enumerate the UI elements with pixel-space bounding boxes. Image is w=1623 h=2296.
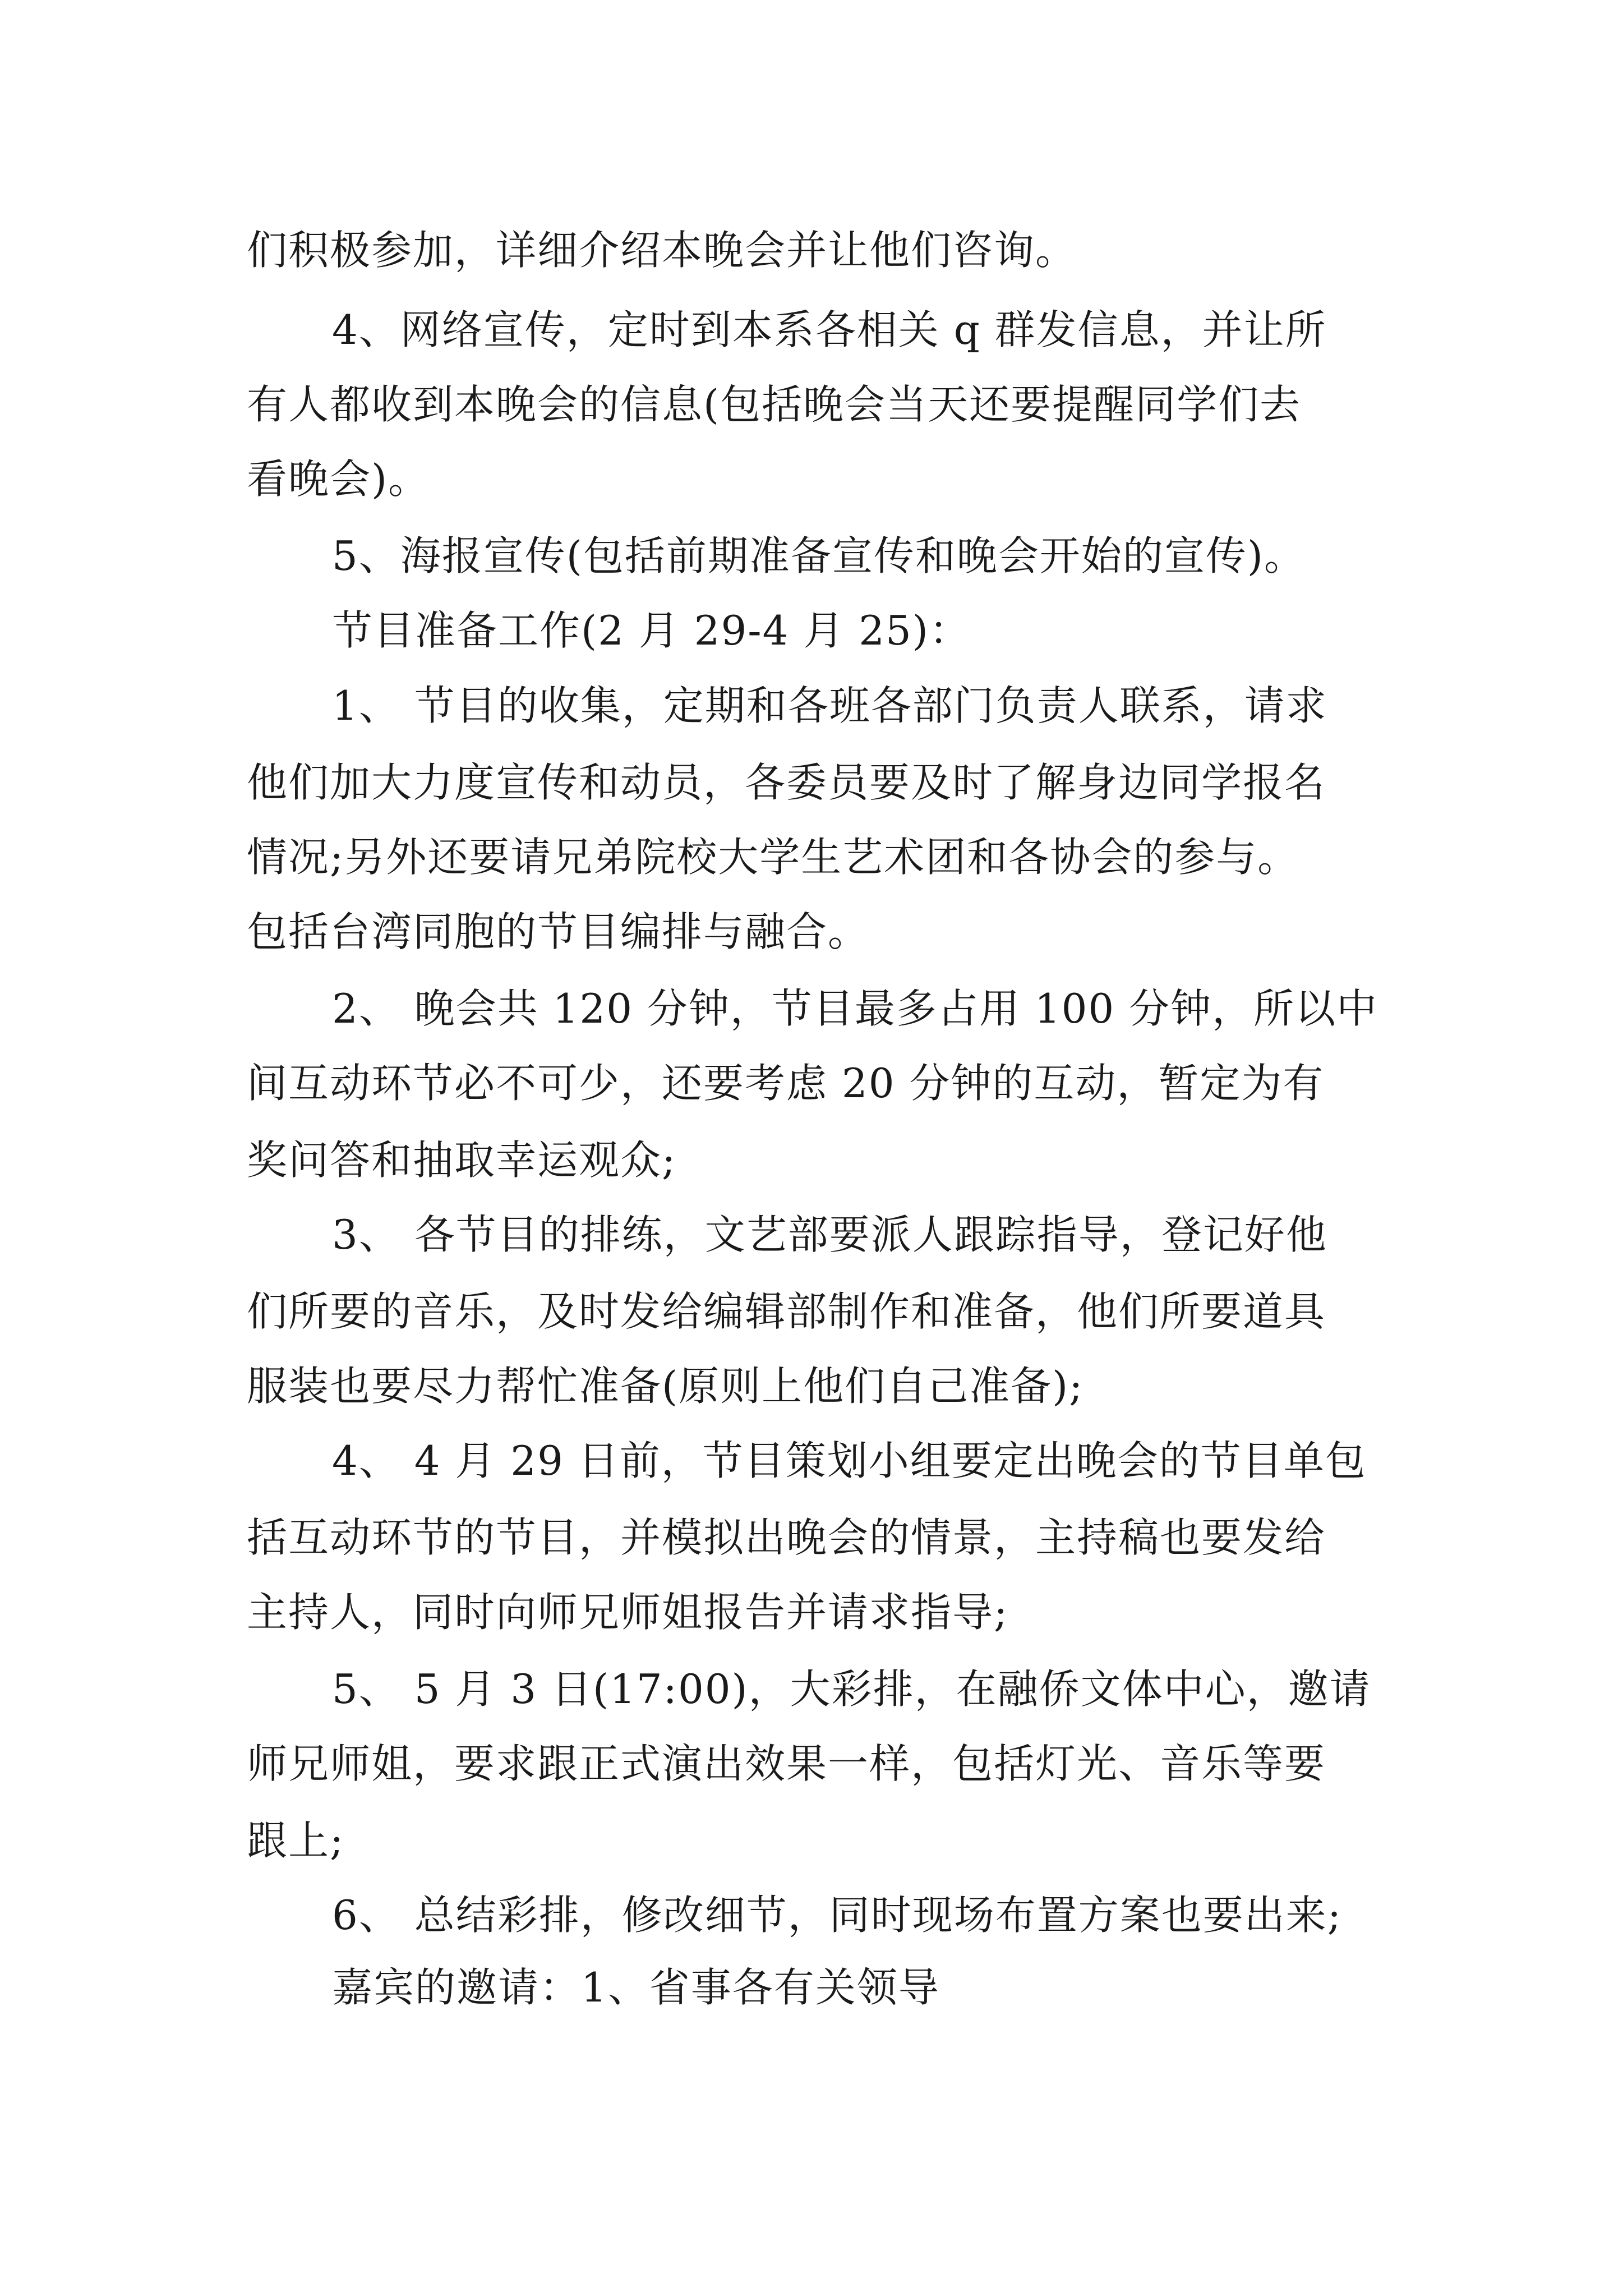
text-line: 师兄师姐，要求跟正式演出效果一样，包括灯光、音乐等要 bbox=[247, 1740, 1326, 1787]
text-line: 4、 4 月 29 日前，节目策划小组要定出晚会的节目单包 bbox=[332, 1437, 1367, 1484]
text-line: 情况;另外还要请兄弟院校大学生艺术团和各协会的参与。 bbox=[247, 834, 1299, 881]
text-line: 5、海报宣传(包括前期准备宣传和晚会开始的宣传)。 bbox=[332, 532, 1306, 579]
text-line: 1、 节目的收集，定期和各班各部门负责人联系，请求 bbox=[332, 682, 1327, 729]
text-line: 主持人，同时向师兄师姐报告并请求指导; bbox=[247, 1589, 1009, 1636]
text-line: 4、网络宣传，定时到本系各相关 q 群发信息，并让所 bbox=[332, 306, 1327, 353]
text-line: 5、 5 月 3 日(17:00)，大彩排，在融侨文体中心，邀请 bbox=[332, 1665, 1371, 1713]
text-line: 间互动环节必不可少，还要考虑 20 分钟的互动，暂定为有 bbox=[247, 1060, 1325, 1107]
text-line: 服装也要尽力帮忙准备(原则上他们自己准备); bbox=[247, 1363, 1084, 1410]
text-line: 6、 总结彩排，修改细节，同时现场布置方案也要出来; bbox=[332, 1892, 1342, 1939]
text-line: 他们加大力度宣传和动员，各委员要及时了解身边同学报名 bbox=[247, 759, 1326, 806]
text-line: 嘉宾的邀请：1、省事各有关领导 bbox=[332, 1964, 940, 2011]
text-line: 跟上; bbox=[247, 1817, 345, 1864]
text-line: 们所要的音乐，及时发给编辑部制作和准备，他们所要道具 bbox=[247, 1288, 1326, 1335]
text-line: 包括台湾同胞的节目编排与融合。 bbox=[247, 908, 870, 955]
section-heading: 节目准备工作(2 月 29-4 月 25)： bbox=[332, 607, 971, 654]
text-line: 奖问答和抽取幸运观众; bbox=[247, 1137, 677, 1184]
text-line: 看晚会)。 bbox=[247, 455, 430, 503]
text-line: 们积极参加，详细介绍本晚会并让他们咨询。 bbox=[247, 227, 1077, 274]
text-line: 括互动环节的节目，并模拟出晚会的情景，主持稿也要发给 bbox=[247, 1514, 1326, 1561]
text-line: 2、 晚会共 120 分钟，节目最多占用 100 分钟，所以中 bbox=[332, 985, 1378, 1032]
text-line: 3、 各节目的排练，文艺部要派人跟踪指导，登记好他 bbox=[332, 1211, 1327, 1258]
text-line: 有人都收到本晚会的信息(包括晚会当天还要提醒同学们去 bbox=[247, 381, 1302, 428]
